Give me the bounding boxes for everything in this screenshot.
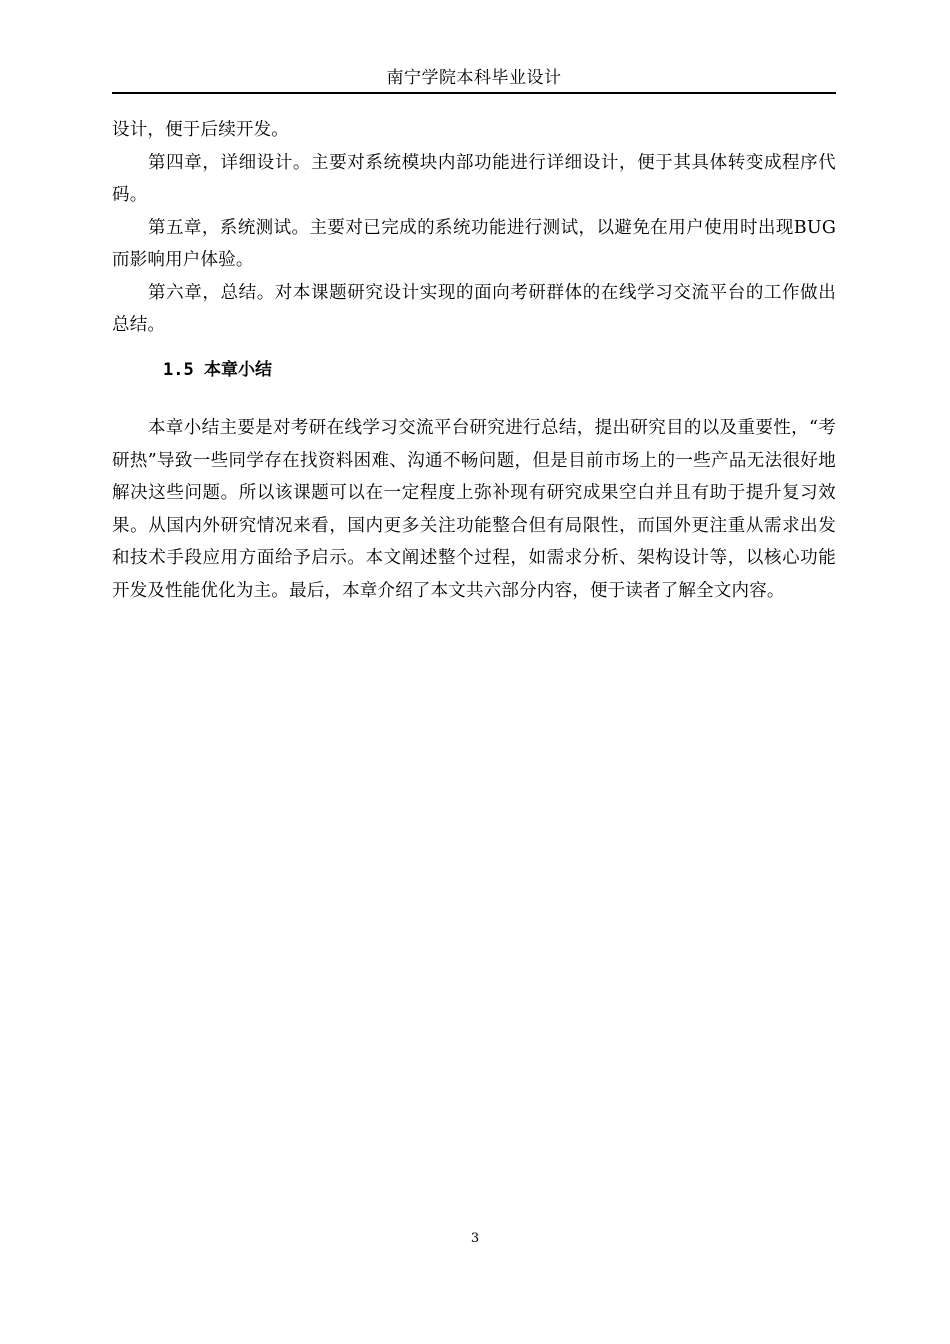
header-divider <box>112 92 836 94</box>
paragraph-continuation: 设计，便于后续开发。 <box>112 120 289 140</box>
page-header-title: 南宁学院本科毕业设计 <box>386 68 562 88</box>
paragraph-summary: 本章小结主要是对考研在线学习交流平台研究进行总结，提出研究目的以及重要性，“考研热”导致一些同学存在找资料困难、沟通不畅问题，但是目前市场上的一些产品无法很好地解决这些问题。所以该课题可以在一定程度上弥补现有研究成果空白并且有助于提升复习效果。从国内外研究情况来看，国内更多关注功能整合但有局限性，而国外更注重从需求出发和技术手段应用方面给予启示。本文阐述整个过程，如需求分析、架构设计等，以核心功能开发及性能优化为主。最后，本章介绍了本文共六部分内容，便于读者了解全文内容。 <box>112 418 836 601</box>
page-number: 3 <box>470 1231 480 1246</box>
body-block-summary <box>112 412 836 607</box>
paragraph-chapter-six: 第六章，总结。对本课题研究设计实现的面向考研群体的在线学习交流平台的工作做出总结。 <box>112 282 836 335</box>
paragraph-chapter-five: 第五章，系统测试。主要对已完成的系统功能进行测试，以避免在用户使用时出现BUG而影响用户体验。 <box>112 217 836 270</box>
body-block-top <box>112 114 836 342</box>
paragraph-chapter-four: 第四章，详细设计。主要对系统模块内部功能进行详细设计，便于其具体转变成程序代码。 <box>112 152 836 205</box>
section-heading: 1.5 本章小结 <box>163 360 272 380</box>
